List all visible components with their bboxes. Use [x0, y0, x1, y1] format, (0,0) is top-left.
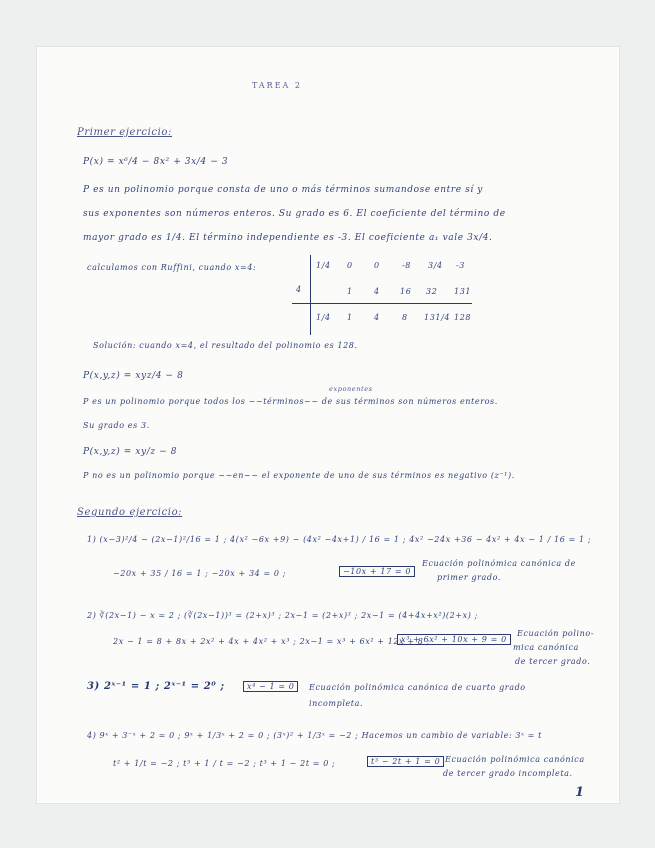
p2-text-line-1: P es un polinomio porque todos los ~~términos~~ de sus términos son números enteros. [83, 397, 498, 406]
ruffini-r2-c4: 16 [400, 287, 412, 296]
ruffini-table [292, 255, 482, 343]
ruffini-label: calculamos con Ruffini, cuando x=4: [87, 263, 257, 272]
ruffini-r2-c3: 4 [374, 287, 380, 296]
exercise-4-note-line-1: Ecuación polinómica canónica [445, 755, 585, 764]
ruffini-r2-c6: 131 [454, 287, 472, 296]
ruffini-vertical-line [310, 255, 311, 335]
exercise-2-note-line-2: mica canónica [513, 643, 579, 652]
p1-text-line-2: sus exponentes son números enteros. Su grado es 6. El coeficiente del término de [83, 209, 506, 219]
polynomial-p1: P(x) = x⁶/4 − 8x² + 3x/4 − 3 [83, 157, 229, 167]
ruffini-r3-c6: 128 [454, 313, 472, 322]
p1-text-line-1: P es un polinomio porque consta de uno o más términos sumandose entre sí y [83, 185, 483, 195]
page-title: TAREA 2 [252, 81, 302, 90]
ruffini-r1-c6: -3 [456, 261, 465, 270]
exercise-2-note-line-3: de tercer grado. [515, 657, 591, 666]
exercise-2-line-2: 2x − 1 = 8 + 8x + 2x² + 4x + 4x² + x³ ; 2x−1 = x³ + 6x² + 12x + 8 ; [113, 637, 430, 646]
section-heading-1: Primer ejercicio: [77, 127, 172, 138]
ruffini-r2-c5: 32 [426, 287, 438, 296]
p1-text-line-3: mayor grado es 1/4. El término independiente es -3. El coeficiente a₁ vale 3x/4. [83, 233, 493, 243]
exercise-4-line-2: t² + 1/t = −2 ; t³ + 1 / t = −2 ; t³ + 1 − 2t = 0 ; [113, 759, 336, 768]
ruffini-solution: Solución: cuando x=4, el resultado del polinomio es 128. [93, 341, 358, 350]
exercise-2-line-1: 2) ∛(2x−1) − x = 2 ; (∛(2x−1))³ = (2+x)³ ; 2x−1 = (2+x)³ ; 2x−1 = (4+4x+x²)(2+x) ; [87, 611, 478, 620]
exercise-4-line-1: 4) 9ˣ + 3⁻ˣ + 2 = 0 ; 9ˣ + 1/3ˣ + 2 = 0 ; (3ˣ)² + 1/3ˣ = −2 ; Hacemos un cambio de variable: 3ˣ = t [87, 731, 542, 740]
ruffini-r3-c3: 4 [374, 313, 380, 322]
exercise-3-note-line-2: incompleta. [309, 699, 364, 708]
p2-text-line-2: Su grado es 3. [83, 421, 150, 430]
ruffini-r1-c2: 0 [347, 261, 353, 270]
ruffini-r3-c1: 1/4 [316, 313, 331, 322]
ruffini-r2-c2: 1 [347, 287, 353, 296]
exercise-2-note-line-1: Ecuación polino- [517, 629, 595, 638]
ruffini-horizontal-line [292, 303, 472, 304]
exercise-2-result-box: x³ + 6x² + 10x + 9 = 0 [397, 634, 511, 645]
polynomial-p3: P(x,y,z) = xy/z − 8 [83, 447, 178, 457]
exercise-1-line-2: −20x + 35 / 16 = 1 ; −20x + 34 = 0 ; [113, 569, 287, 578]
exercise-3-result-box: x⁴ − 1 = 0 [243, 681, 298, 692]
ruffini-r3-c4: 8 [402, 313, 408, 322]
section-heading-2: Segundo ejercicio: [77, 507, 183, 518]
exercise-3-line: 3) 2ˣ⁻¹ = 1 ; 2ˣ⁻¹ = 2⁰ ; [87, 681, 225, 692]
ruffini-r1-c5: 3/4 [428, 261, 443, 270]
exercise-1-result-box: −10x + 17 = 0 [339, 566, 415, 577]
ruffini-r1-c4: -8 [402, 261, 411, 270]
exercise-1-note-line-2: primer grado. [437, 573, 502, 582]
exercise-4-note-line-2: de tercer grado incompleta. [443, 769, 573, 778]
polynomial-p2: P(x,y,z) = xyz/4 − 8 [83, 371, 184, 381]
p2-correction-note: exponentes [329, 385, 373, 393]
ruffini-r3-c5: 131/4 [424, 313, 451, 322]
page-number: 1 [575, 785, 585, 800]
exercise-3-note-line-1: Ecuación polinómica canónica de cuarto grado [309, 683, 526, 692]
ruffini-divisor: 4 [296, 285, 302, 294]
notebook-page [36, 46, 620, 804]
ruffini-r1-c1: 1/4 [316, 261, 331, 270]
p3-text: P no es un polinomio porque ~~en~~ el exponente de uno de sus términos es negativo (z⁻¹). [83, 471, 515, 480]
ruffini-r3-c2: 1 [347, 313, 353, 322]
exercise-4-result-box: t³ − 2t + 1 = 0 [367, 756, 444, 767]
ruffini-r1-c3: 0 [374, 261, 380, 270]
exercise-1-note-line-1: Ecuación polinómica canónica de [422, 559, 576, 568]
exercise-1-line-1: 1) (x−3)²/4 − (2x−1)²/16 = 1 ; 4(x² −6x +9) − (4x² −4x+1) / 16 = 1 ; 4x² −24x +36 − 4x² + 4x − 1 / 16 = 1 ; [87, 535, 592, 544]
